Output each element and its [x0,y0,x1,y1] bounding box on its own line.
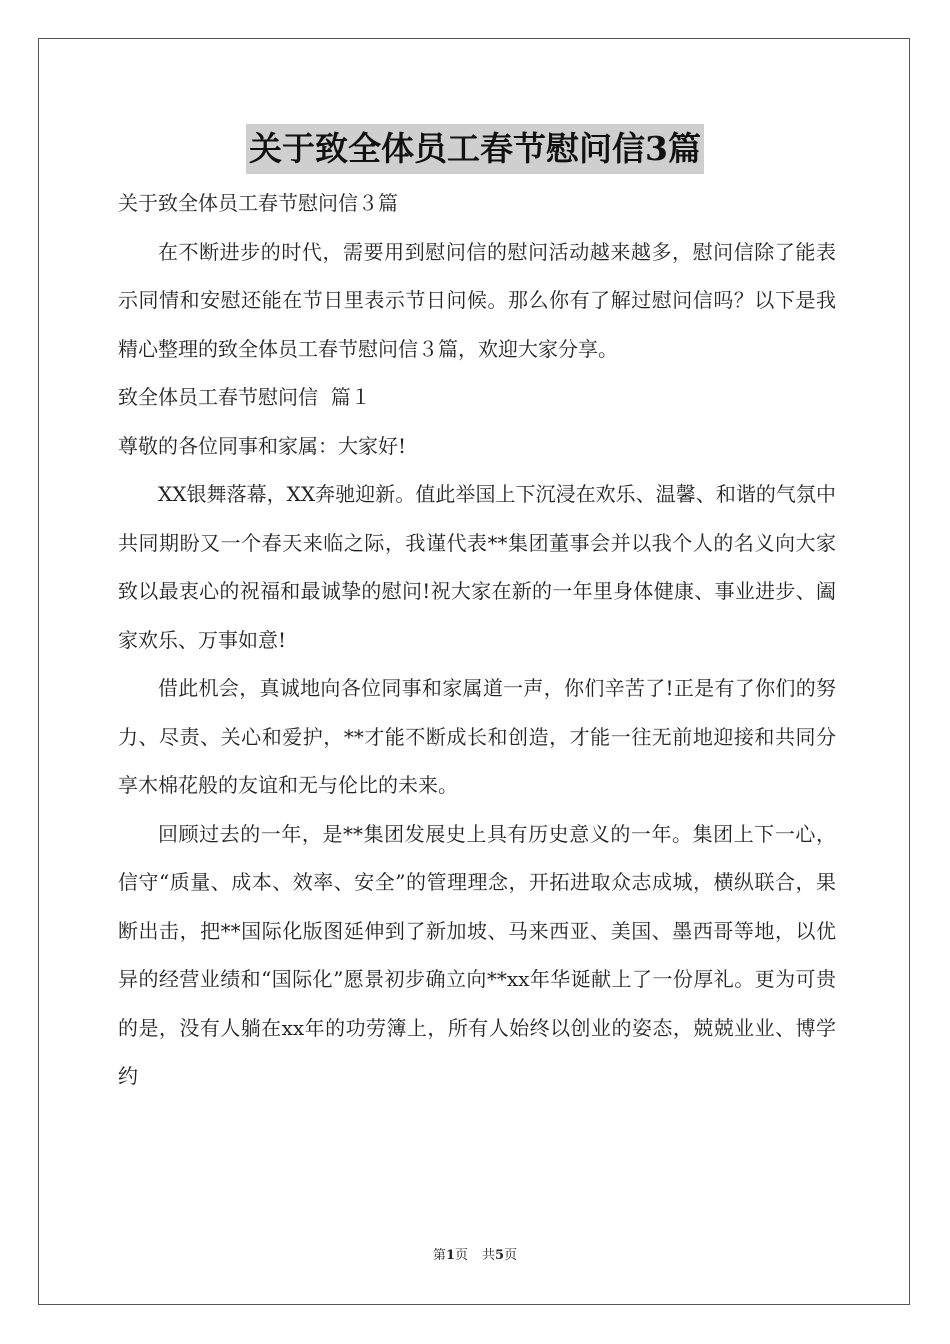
page-prefix: 第 [432,1248,446,1263]
document-body [118,179,836,1101]
intro-paragraph: 在不断进步的时代，需要用到慰问信的慰问活动越来越多，慰问信除了能表示同情和安慰还能在节日里表示节日问候。那么你有了解过慰问信吗？以下是我精心整理的致全体员工春节慰问信３篇，欢迎大家分享。 [118,239,836,361]
section-heading: 致全体员工春节慰问信 篇１ [118,385,371,409]
total-suffix: 页 [504,1248,518,1263]
page-footer [0,1244,950,1263]
title-container [0,124,950,174]
page-suffix: 页 [454,1248,468,1263]
total-prefix: 共 [482,1248,496,1263]
body-paragraph-2: 借此机会，真诚地向各位同事和家属道一声，你们辛苦了!正是有了你们的努力、尽责、关心和爱护，**才能不断成长和创造，才能一往无前地迎接和共同分享木棉花般的友谊和无与伦比的未来。 [118,676,836,797]
total-page-count: 5 [495,1248,505,1263]
body-paragraph-3: 回顾过去的一年，是**集团发展史上具有历史意义的一年。集团上下一心，信守“质量、成本、效率、安全”的管理理念，开拓进取众志成城，横纵联合，果断出击，把**国际化版图延伸到了新加坡、马来西亚、美国、墨西哥等地，以优异的经营业绩和“国际化”愿景初步确立向**xx年华诞献上了一份厚礼。更为可贵的是，没有人躺在xx年的功劳簿上，所有人始终以创业的姿态，兢兢业业、博学约 [118,821,836,1088]
salutation: 尊敬的各位同事和家属：大家好! [118,433,407,458]
current-page-number: 1 [445,1248,455,1263]
document-title: 关于致全体员工春节慰问信3篇 [246,124,704,174]
document-subtitle: 关于致全体员工春节慰问信３篇 [118,191,398,215]
body-paragraph-1: XX银舞落幕，XX奔驰迎新。值此举国上下沉浸在欢乐、温馨、和谐的气氛中共同期盼又一个春天来临之际，我谨代表**集团董事会并以我个人的名义向大家致以最衷心的祝福和最诚挚的慰问!祝大家在新的一年里身体健康、事业进步、阖家欢乐、万事如意! [118,482,836,652]
